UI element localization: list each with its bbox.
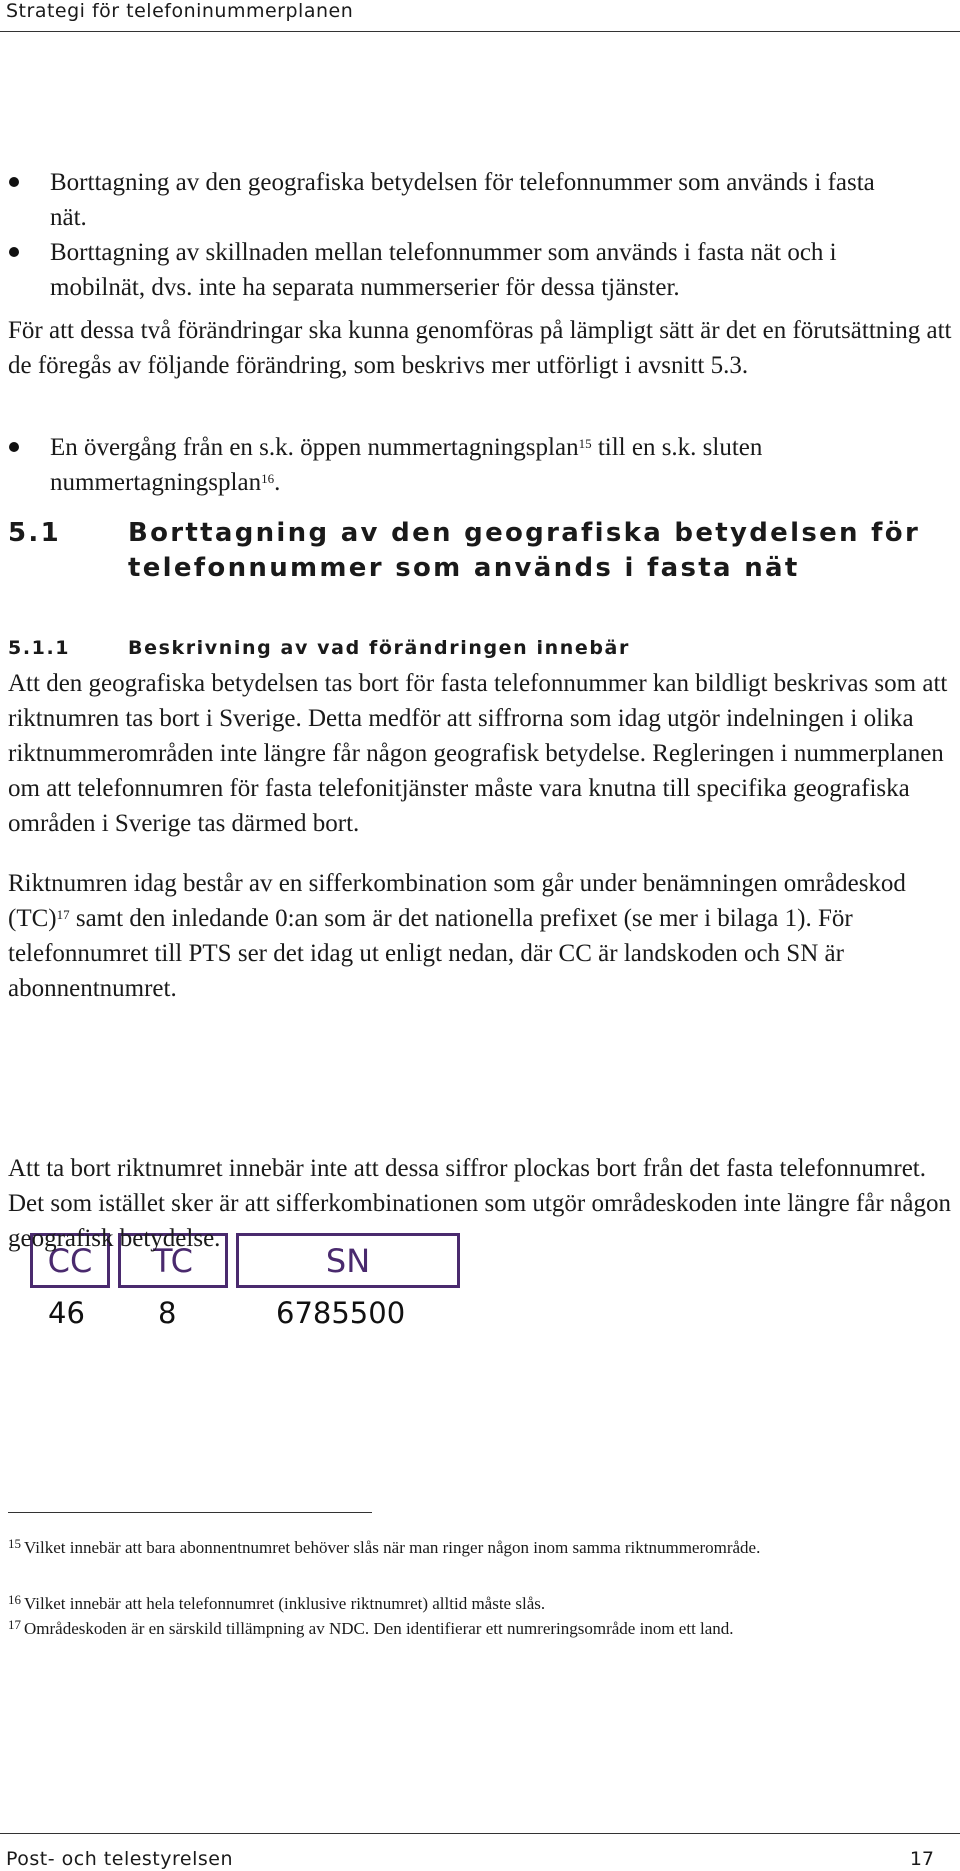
bullet-text: till en s.k. sluten nummertagningsplan <box>50 434 763 496</box>
section-title: Borttagning av den geografiska betydelsen för telefonnummer som används i fasta nät <box>128 518 921 583</box>
bullet-list-changes <box>0 165 910 305</box>
paragraph-prerequisite: För att dessa två förändringar ska kunna genomföras på lämpligt sätt är det en förutsättning att de föregås av följande förändring, som beskrivs mer utförligt i avsnitt 5.3. <box>8 317 952 379</box>
header-rule <box>0 31 960 32</box>
paragraph-text: Riktnumren idag består av en sifferkombination som går under benämningen områdeskod (TC) <box>8 870 906 932</box>
footnote-number: 17 <box>8 1617 21 1632</box>
list-item: Borttagning av skillnaden mellan telefonnummer som används i fasta nät och i mobilnät, dvs. inte ha separata nummerserier för dessa tjänster. <box>0 235 910 305</box>
footer-organization: Post- och telestyrelsen <box>6 1848 233 1870</box>
footnote-ref-15: 15 <box>578 436 592 451</box>
footnote-ref-16: 16 <box>261 471 275 486</box>
list-item: Borttagning av den geografiska betydelsen för telefonnummer som används i fasta nät. <box>0 165 910 235</box>
paragraph-description: Att den geografiska betydelsen tas bort för fasta telefonnummer kan bildligt beskrivas som att riktnumren tas bort i Sverige. Detta medför att siffrorna som idag utgör indelningen i olika riktnummerområden inte längre får någon geografisk betydelse. Regleringen i nummerplanen om att telefonnumren för fasta telefonitjänster måste vara knutna till specifika geografiska områden i Sverige tas därmed bort. <box>8 670 948 837</box>
page-number: 17 <box>909 1848 934 1870</box>
footnote-17 <box>8 1611 953 1642</box>
paragraph-conclusion: Att ta bort riktnumret innebär inte att dessa siffror plockas bort från det fasta telefonnumret. Det som istället sker är att sifferkombinationen som utgör områdeskoden inte längre får någon geografisk betydelse. <box>8 1155 952 1252</box>
subsection-title: Beskrivning av vad förändringen innebär <box>128 637 630 659</box>
footnote-text: Områdeskoden är en särskild tillämpning av NDC. Den identifierar ett numreringsområde inom ett land. <box>24 1619 734 1638</box>
subsection-number: 5.1.1 <box>8 637 71 659</box>
bullet-list-prerequisite <box>0 430 910 500</box>
section-number: 5.1 <box>8 518 61 548</box>
running-header: Strategi för telefoninummerplanen <box>6 0 354 22</box>
footnote-ref-17: 17 <box>56 907 70 922</box>
list-item <box>0 430 910 500</box>
cc-value: 46 <box>48 1296 85 1330</box>
paragraph-area-code <box>8 866 953 1006</box>
footer-rule <box>0 1833 960 1834</box>
bullet-text: En övergång från en s.k. öppen nummertagningsplan <box>50 434 579 461</box>
subsection-heading-5-1-1 <box>8 637 630 659</box>
footnote-number: 15 <box>8 1536 21 1551</box>
sn-value: 6785500 <box>276 1296 406 1330</box>
bullet-text: . <box>274 469 281 496</box>
footnote-15 <box>8 1530 953 1561</box>
footnote-number: 16 <box>8 1592 21 1607</box>
paragraph-text: samt den inledande 0:an som är det nationella prefixet (se mer i bilaga 1). För telefonnumret till PTS ser det idag ut enligt nedan, där CC är landskoden och SN är abonnentnumret. <box>8 905 853 1002</box>
footnote-separator <box>8 1512 372 1513</box>
tc-box: TC <box>118 1233 228 1288</box>
footnote-text: Vilket innebär att bara abonnentnumret behöver slås när man ringer någon inom samma riktnummerområde. <box>24 1538 761 1557</box>
footnote-text: Vilket innebär att hela telefonnumret (inklusive riktnumret) alltid måste slås. <box>24 1594 546 1613</box>
tc-value: 8 <box>158 1296 177 1330</box>
cc-box: CC <box>30 1233 110 1288</box>
sn-box: SN <box>236 1233 460 1288</box>
